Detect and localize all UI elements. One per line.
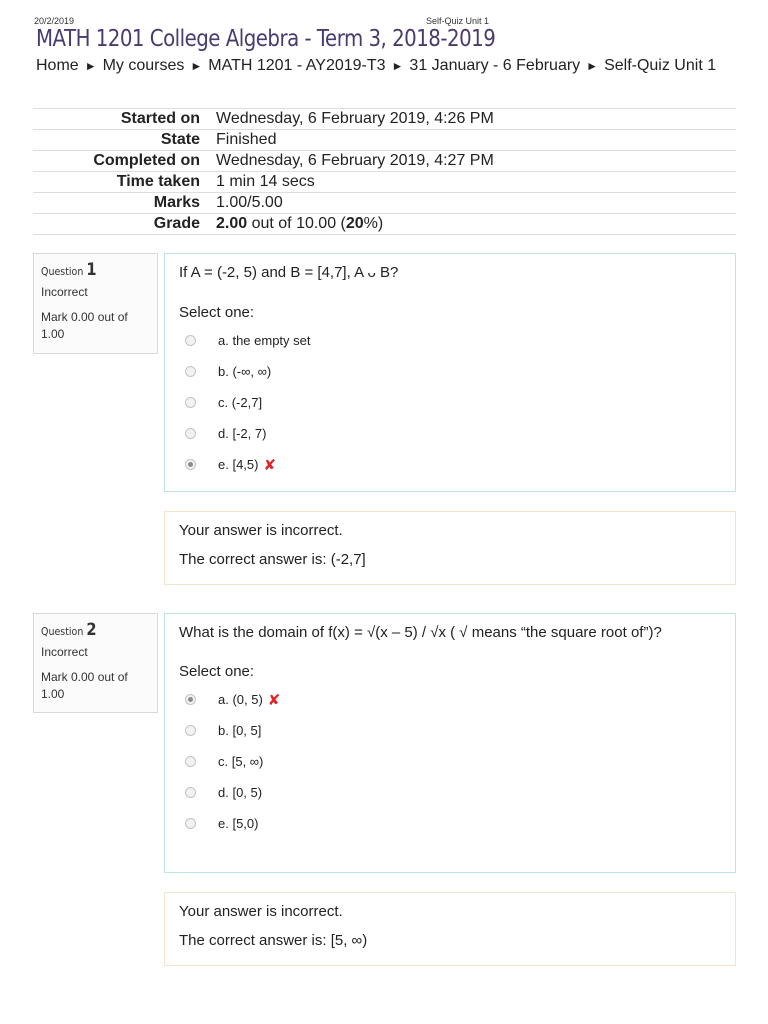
summary-label: Completed on	[93, 152, 200, 169]
radio-button-checked[interactable]	[185, 694, 196, 705]
summary-row-started	[33, 109, 736, 130]
radio-button-checked[interactable]	[185, 459, 196, 470]
question-label: Question	[41, 265, 84, 278]
summary-value	[209, 214, 736, 235]
breadcrumb-quiz[interactable]: Self-Quiz Unit 1	[604, 57, 717, 74]
answer-option[interactable]	[179, 325, 721, 356]
summary-row-time	[33, 172, 736, 193]
summary-row-state	[33, 130, 736, 151]
option-label: d. [-2, 7)	[218, 426, 267, 441]
summary-label: Time taken	[116, 173, 200, 190]
summary-value: Wednesday, 6 February 2019, 4:26 PM	[216, 110, 494, 127]
answer-option[interactable]	[179, 777, 721, 808]
feedback-result: Your answer is incorrect.	[179, 903, 343, 920]
question-1-feedback	[164, 511, 736, 585]
radio-button[interactable]	[185, 397, 196, 408]
answer-option[interactable]	[179, 808, 721, 839]
radio-button[interactable]	[185, 366, 196, 377]
answer-option[interactable]	[179, 356, 721, 387]
breadcrumb-separator-icon: ►	[586, 59, 599, 73]
question-number	[41, 620, 135, 640]
summary-label: Grade	[153, 215, 200, 232]
summary-row-marks	[33, 193, 736, 214]
question-number	[41, 260, 135, 280]
breadcrumb-separator-icon: ►	[391, 59, 404, 73]
breadcrumb-my-courses[interactable]: My courses	[102, 57, 185, 74]
summary-label: Marks	[153, 194, 200, 211]
feedback-correct-answer: The correct answer is: [5, ∞)	[179, 932, 368, 949]
course-title: MATH 1201 College Algebra - Term 3, 2018-2019	[36, 26, 496, 52]
summary-value: Finished	[216, 131, 277, 148]
radio-button[interactable]	[185, 787, 196, 798]
option-label: e. [4,5)	[218, 457, 259, 472]
question-state: Incorrect	[41, 645, 88, 659]
question-1-info	[33, 253, 158, 354]
print-date: 20/2/2019	[34, 16, 75, 26]
summary-label: State	[160, 131, 200, 148]
question-2-info	[33, 613, 158, 713]
question-text: If A = (-2, 5) and B = [4,7], A ᴗ B?	[179, 264, 399, 281]
summary-value: 1.00/5.00	[216, 194, 283, 211]
breadcrumb-home[interactable]: Home	[36, 57, 79, 74]
breadcrumb-separator-icon: ►	[84, 59, 97, 73]
option-label: a. the empty set	[218, 333, 311, 348]
question-label: Question	[41, 625, 84, 638]
radio-button[interactable]	[185, 818, 196, 829]
grade-score: 2.00	[216, 215, 248, 232]
feedback-result: Your answer is incorrect.	[179, 522, 343, 539]
option-label: a. (0, 5)	[218, 692, 263, 707]
grade-percent-suffix: %)	[363, 215, 384, 232]
question-mark: Mark 0.00 out of 1.00	[41, 670, 128, 701]
question-text: What is the domain of f(x) = √(x – 5) / √x ( √ means “the square root of”)?	[179, 624, 662, 641]
radio-button[interactable]	[185, 725, 196, 736]
radio-button[interactable]	[185, 428, 196, 439]
select-one-prompt: Select one:	[179, 663, 255, 680]
answer-option[interactable]	[179, 746, 721, 777]
option-label: d. [0, 5)	[218, 785, 263, 800]
option-label: b. [0, 5]	[218, 723, 262, 738]
answer-option[interactable]	[179, 715, 721, 746]
answer-option[interactable]	[179, 418, 721, 449]
feedback-correct-answer: The correct answer is: (-2,7]	[179, 551, 366, 568]
summary-value: Wednesday, 6 February 2019, 4:27 PM	[216, 152, 494, 169]
grade-out-of: out of 10.00 (	[247, 215, 346, 232]
question-mark: Mark 0.00 out of 1.00	[41, 310, 128, 341]
question-1-formulation	[164, 253, 736, 492]
breadcrumb-separator-icon: ►	[190, 59, 203, 73]
breadcrumb-course[interactable]: MATH 1201 - AY2019-T3	[208, 57, 386, 74]
summary-row-completed	[33, 151, 736, 172]
radio-button[interactable]	[185, 335, 196, 346]
option-label: e. [5,0)	[218, 816, 259, 831]
question-number-value: 1	[86, 260, 97, 280]
question-state: Incorrect	[41, 285, 88, 299]
option-label: c. [5, ∞)	[218, 754, 264, 769]
select-one-prompt: Select one:	[179, 304, 255, 321]
attempt-summary-table	[33, 108, 736, 235]
cross-icon: ✘	[263, 456, 277, 474]
question-number-value: 2	[86, 620, 97, 640]
answer-option[interactable]	[179, 387, 721, 418]
grade-percent: 20	[345, 215, 364, 232]
option-label: b. (-∞, ∞)	[218, 364, 272, 379]
summary-row-grade	[33, 214, 736, 235]
breadcrumb-week[interactable]: 31 January - 6 February	[409, 57, 581, 74]
answer-option-selected[interactable]	[179, 449, 721, 480]
breadcrumb	[36, 57, 716, 75]
print-page-title: Self-Quiz Unit 1	[426, 16, 490, 26]
summary-label: Started on	[120, 110, 200, 127]
cross-icon: ✘	[267, 691, 281, 709]
radio-button[interactable]	[185, 756, 196, 767]
question-2-formulation	[164, 613, 736, 873]
answer-option-selected[interactable]	[179, 684, 721, 715]
option-label: c. (-2,7]	[218, 395, 263, 410]
summary-value: 1 min 14 secs	[216, 173, 315, 190]
question-2-feedback	[164, 892, 736, 966]
